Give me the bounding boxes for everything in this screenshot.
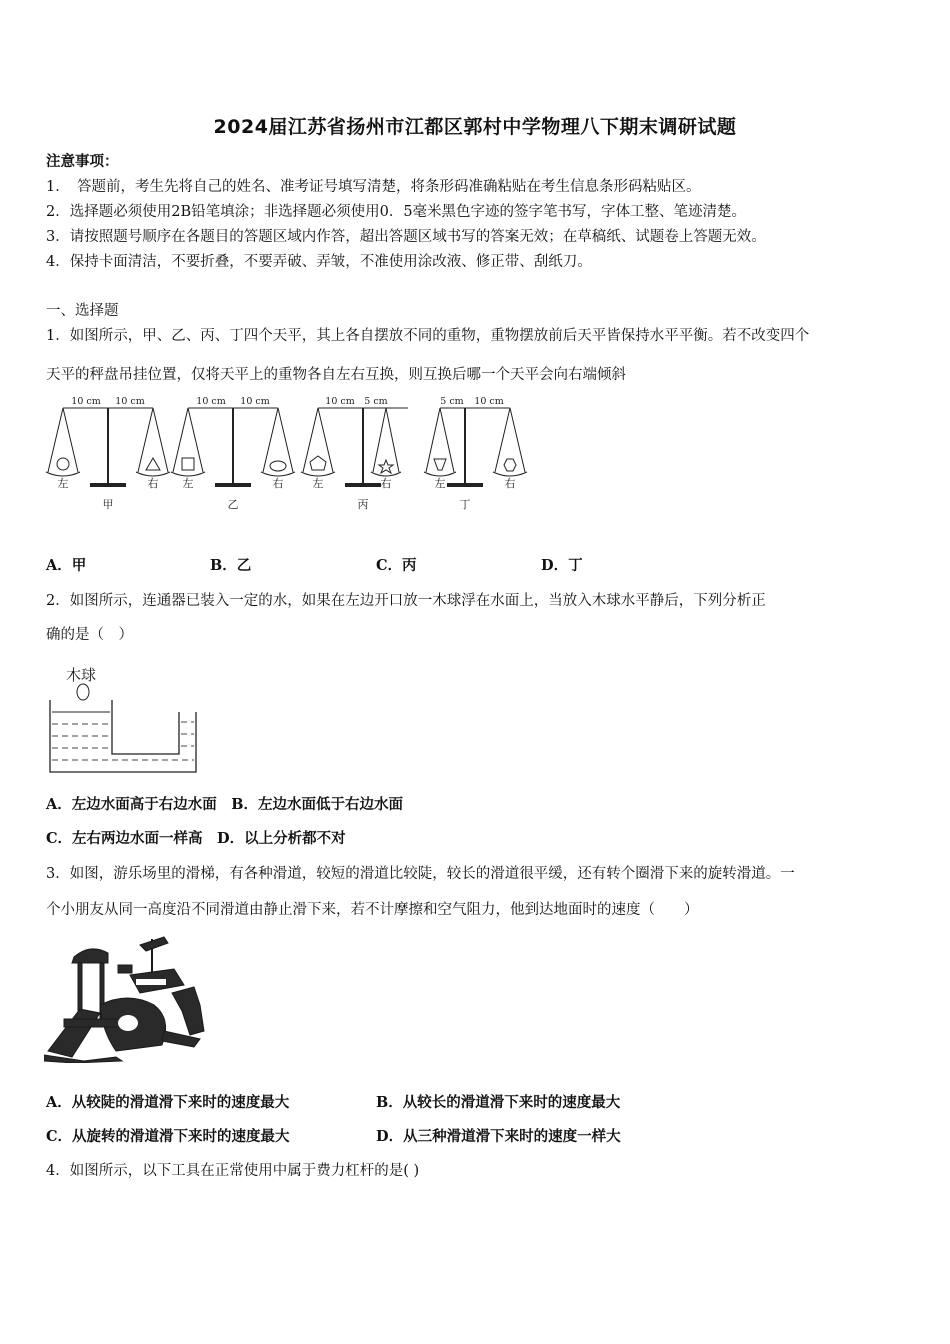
option-d[interactable]: D．丁 [541,557,583,574]
arm-label: 5 cm [364,396,388,407]
question-3-text-cont: 个小朋友从同一高度沿不同滑道由静止滑下来，若不计摩擦和空气阻力，他到达地面时的速度（ ） [46,902,699,918]
side-label: 右 [380,477,392,490]
question-2-text: 2．如图所示，连通器已装入一定的水，如果在左边开口放一木球浮在水面上，当放入木球水平静后，下列分析正 [46,593,766,609]
option-b[interactable]: B．乙 [210,557,252,574]
option-a[interactable]: A．甲 [46,557,87,574]
arm-label: 10 cm [71,396,101,407]
balance-name: 乙 [227,498,239,511]
question-1-text: 1．如图所示，甲、乙、丙、丁四个天平，其上各自摆放不同的重物，重物摆放前后天平皆保持水平平衡。若不改变四个 [46,328,810,344]
arm-label: 10 cm [240,396,270,407]
balance-name: 丁 [459,498,471,511]
arm-label: 10 cm [196,396,226,407]
notice-item: 2．选择题必须使用2B铅笔填涂；非选择题必须使用0．5毫米黑色字迹的签字笔书写，字体工整、笔迹清楚。 [46,204,747,220]
side-label: 右 [272,477,284,490]
balance-name: 丙 [357,498,369,511]
option-c[interactable]: C．从旋转的滑道滑下来时的速度最大 [46,1128,290,1145]
balance-jia [46,408,170,485]
option-a[interactable]: A．从较陡的滑道滑下来时的速度最大 [46,1094,290,1111]
balance-yi [171,408,295,485]
arm-label: 5 cm [440,396,464,407]
option-row[interactable]: C．左右两边水面一样高 D．以上分析都不对 [46,830,346,847]
option-row[interactable]: A．左边水面高于右边水面 B．左边水面低于右边水面 [46,796,404,813]
side-label: 左 [312,477,324,490]
notice-item: 1． 答题前，考生先将自己的姓名、准考证号填写清楚，将条形码准确粘贴在考生信息条形码粘贴区。 [46,179,701,195]
balance-ding [424,408,527,485]
question-2-text-cont: 确的是（ ） [46,627,133,643]
question-1-text-cont: 天平的秤盘吊挂位置，仅将天平上的重物各自左右互换，则互换后哪一个天平会向右端倾斜 [46,367,626,383]
side-label: 左 [57,477,69,490]
side-label: 右 [147,477,159,490]
option-d[interactable]: D．从三种滑道滑下来时的速度一样大 [376,1128,621,1145]
question-3-text: 3．如图，游乐场里的滑梯，有各种滑道，较短的滑道比较陡，较长的滑道很平缓，还有转个圈滑下来的旋转滑道。一 [46,866,795,882]
question-4-text: 4．如图所示，以下工具在正常使用中属于费力杠杆的是( ) [46,1163,420,1179]
balance-bing [301,408,408,485]
arm-label: 10 cm [115,396,145,407]
balance-name: 甲 [102,498,114,511]
wood-ball-label: 木球 [66,666,97,684]
balance-figure [40,390,540,515]
side-label: 右 [504,477,516,490]
section-heading: 一、选择题 [46,303,119,319]
page-title: 2024届江苏省扬州市江都区郭村中学物理八下期末调研试题 [213,116,737,138]
option-b[interactable]: B．从较长的滑道滑下来时的速度最大 [376,1094,621,1111]
connector-vessel-figure [46,660,206,778]
wood-ball-icon [77,684,89,700]
notice-heading: 注意事项： [46,153,119,170]
notice-item: 3．请按照题号顺序在各题目的答题区域内作答，超出答题区域书写的答案无效；在草稿纸、试题卷上答题无效。 [46,229,766,245]
option-c[interactable]: C．丙 [376,557,417,574]
arm-label: 10 cm [474,396,504,407]
arm-label: 10 cm [325,396,355,407]
notice-item: 4．保持卡面清洁，不要折叠，不要弄破、弄皱，不准使用涂改液、修正带、刮纸刀。 [46,254,592,270]
side-label: 左 [434,477,446,490]
slide-playground-image [44,935,214,1063]
side-label: 左 [182,477,194,490]
